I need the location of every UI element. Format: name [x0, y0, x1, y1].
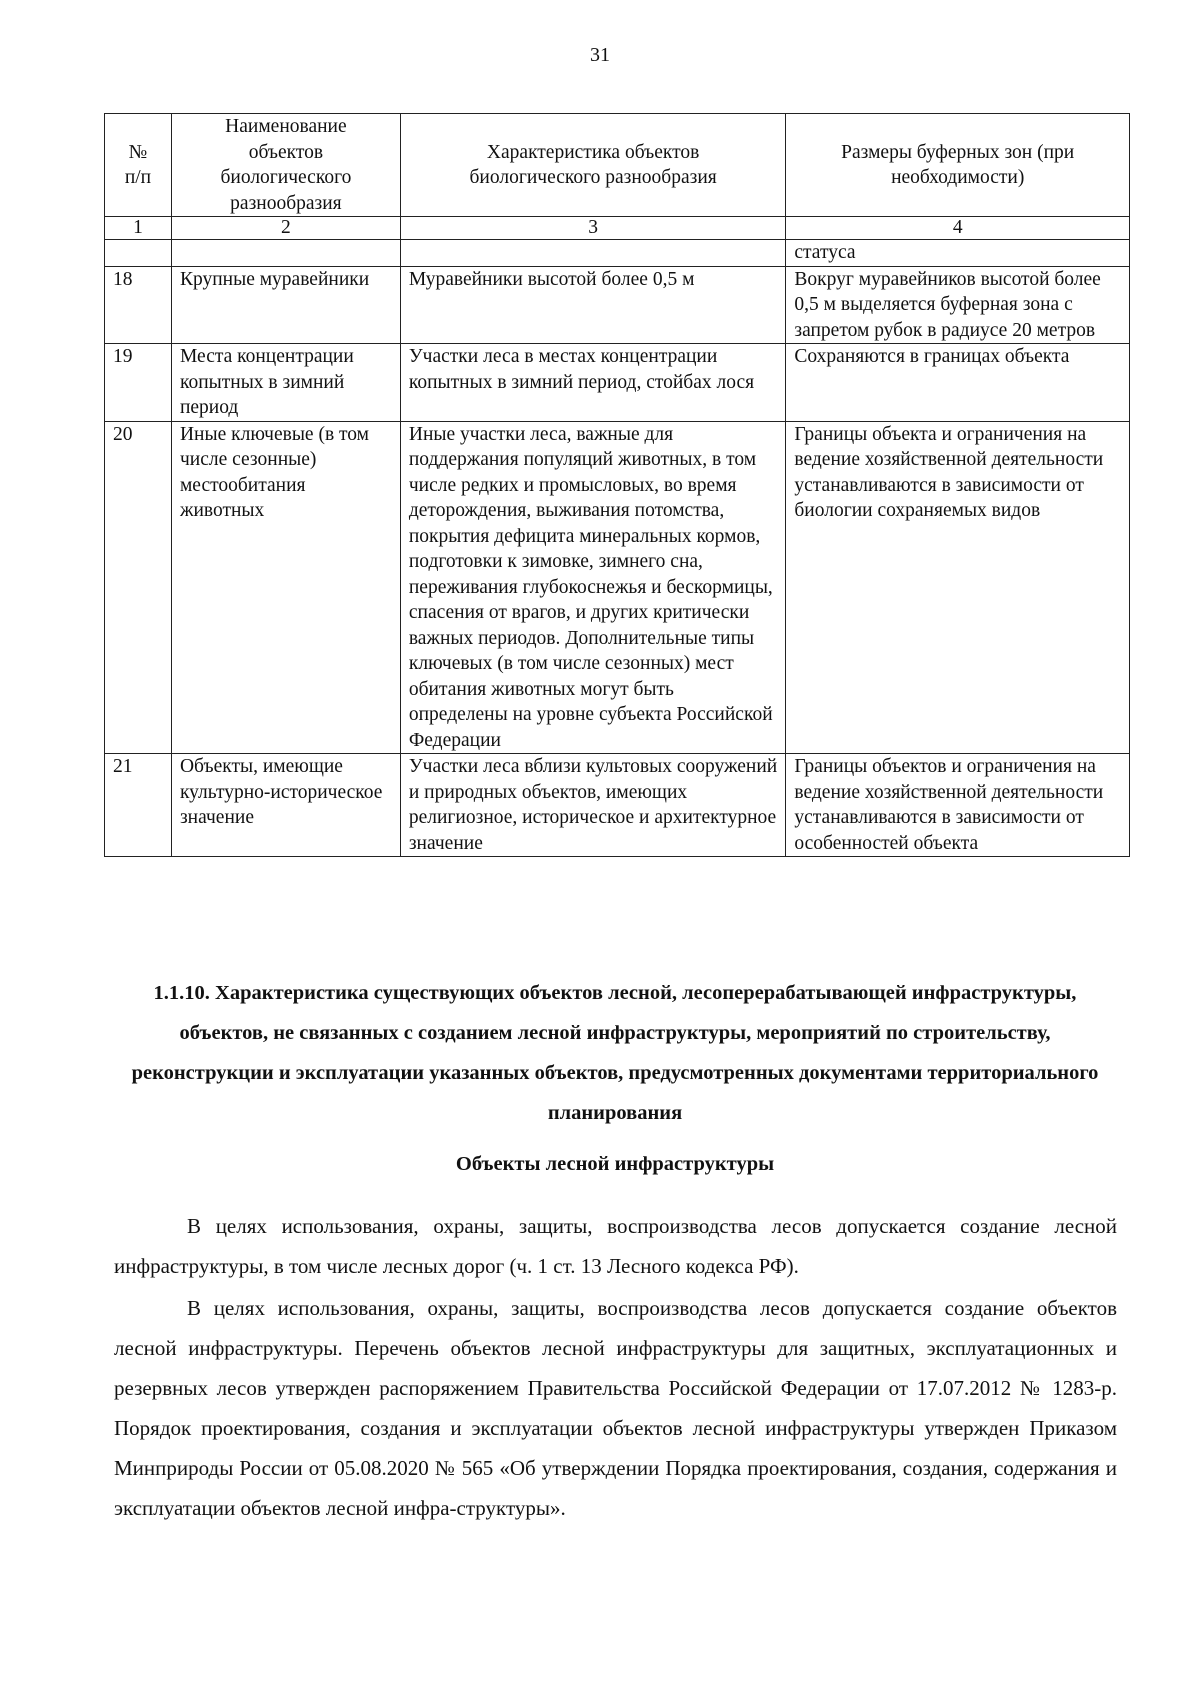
row-buffer: Границы объектов и ограничения на ведение хозяйственной деятельности устанавливаются в зависимости от особенностей объекта: [786, 754, 1130, 857]
row-buffer: Границы объекта и ограничения на ведение хозяйственной деятельности устанавливаются в зависимости от биологии сохраняемых видов: [786, 421, 1130, 754]
row-buffer: статуса: [786, 240, 1130, 267]
row-characteristic: Иные участки леса, важные для поддержания популяций животных, в том числе редких и промысловых, во время деторождения, выживания потомства, покрытия дефицита минеральных кормов, подготовки к зимовке, зимнего сна, переживания глубокоснежья и бескормицы, спасения от врагов, и других критически важных периодов. Дополнительные типы ключевых (в том числе сезонных) мест обитания животных могут быть определены на уровне субъекта Российской Федерации: [400, 421, 786, 754]
row-number: 18: [105, 266, 172, 344]
row-number: [105, 240, 172, 267]
page-number: 31: [590, 44, 610, 66]
column-number-row: [105, 217, 1130, 240]
column-number: 1: [105, 217, 172, 240]
section-heading: 1.1.10. Характеристика существующих объектов лесной, лесоперерабатывающей инфраструктуры, объектов, не связанных с созданием лесной инфраструктуры, мероприятий по строительству, реконструкции и эксплуатации указанных объектов, предусмотренных документами территориального планирования: [131, 982, 1099, 1124]
table-row: [105, 421, 1130, 754]
row-characteristic: Участки леса в местах концентрации копытных в зимний период, стойбах лося: [400, 344, 786, 422]
row-characteristic: Участки леса вблизи культовых сооружений и природных объектов, имеющих религиозное, историческое и архитектурное значение: [400, 754, 786, 857]
body-paragraph: В целях использования, охраны, защиты, воспроизводства лесов допускается создание лесной инфраструктуры, в том числе лесных дорог (ч. 1 ст. 13 Лесного кодекса РФ).: [114, 1214, 1117, 1278]
row-name: Места концентрации копытных в зимний период: [171, 344, 400, 422]
row-number: 20: [105, 421, 172, 754]
table-row: [105, 754, 1130, 857]
header-number: № п/п: [105, 114, 172, 217]
row-name: Крупные муравейники: [171, 266, 400, 344]
header-characteristic: Характеристика объектов биологического разнообразия: [400, 114, 786, 217]
column-number: 4: [786, 217, 1130, 240]
body-paragraph: В целях использования, охраны, защиты, воспроизводства лесов допускается создание объектов лесной инфраструктуры. Перечень объектов лесной инфраструктуры для защитных, эксплуатационных и резервных лесов утвержден распоряжением Правительства Российской Федерации от 17.07.2012 № 1283-р. Порядок проектирования, создания и эксплуатации объектов лесной инфраструктуры утвержден Приказом Минприроды России от 05.08.2020 № 565 «Об утверждении Порядка проектирования, создания, содержания и эксплуатации объектов лесной инфра-структуры».: [114, 1296, 1117, 1520]
row-name: Объекты, имеющие культурно-историческое значение: [171, 754, 400, 857]
column-number: 3: [400, 217, 786, 240]
biodiversity-table: [104, 113, 1130, 857]
row-number: 21: [105, 754, 172, 857]
table-header-row: [105, 114, 1130, 217]
table-row: [105, 266, 1130, 344]
row-number: 19: [105, 344, 172, 422]
row-buffer: Сохраняются в границах объекта: [786, 344, 1130, 422]
row-name: Иные ключевые (в том числе сезонные) местообитания животных: [171, 421, 400, 754]
table-row: [105, 344, 1130, 422]
row-characteristic: [400, 240, 786, 267]
subsection-heading: Объекты лесной инфраструктуры: [455, 1153, 775, 1175]
table-row: [105, 240, 1130, 267]
header-buffer: Размеры буферных зон (при необходимости): [786, 114, 1130, 217]
column-number: 2: [171, 217, 400, 240]
header-name: Наименование объектов биологического разнообразия: [171, 114, 400, 217]
row-name: [171, 240, 400, 267]
row-buffer: Вокруг муравейников высотой более 0,5 м выделяется буферная зона с запретом рубок в радиусе 20 метров: [786, 266, 1130, 344]
row-characteristic: Муравейники высотой более 0,5 м: [400, 266, 786, 344]
